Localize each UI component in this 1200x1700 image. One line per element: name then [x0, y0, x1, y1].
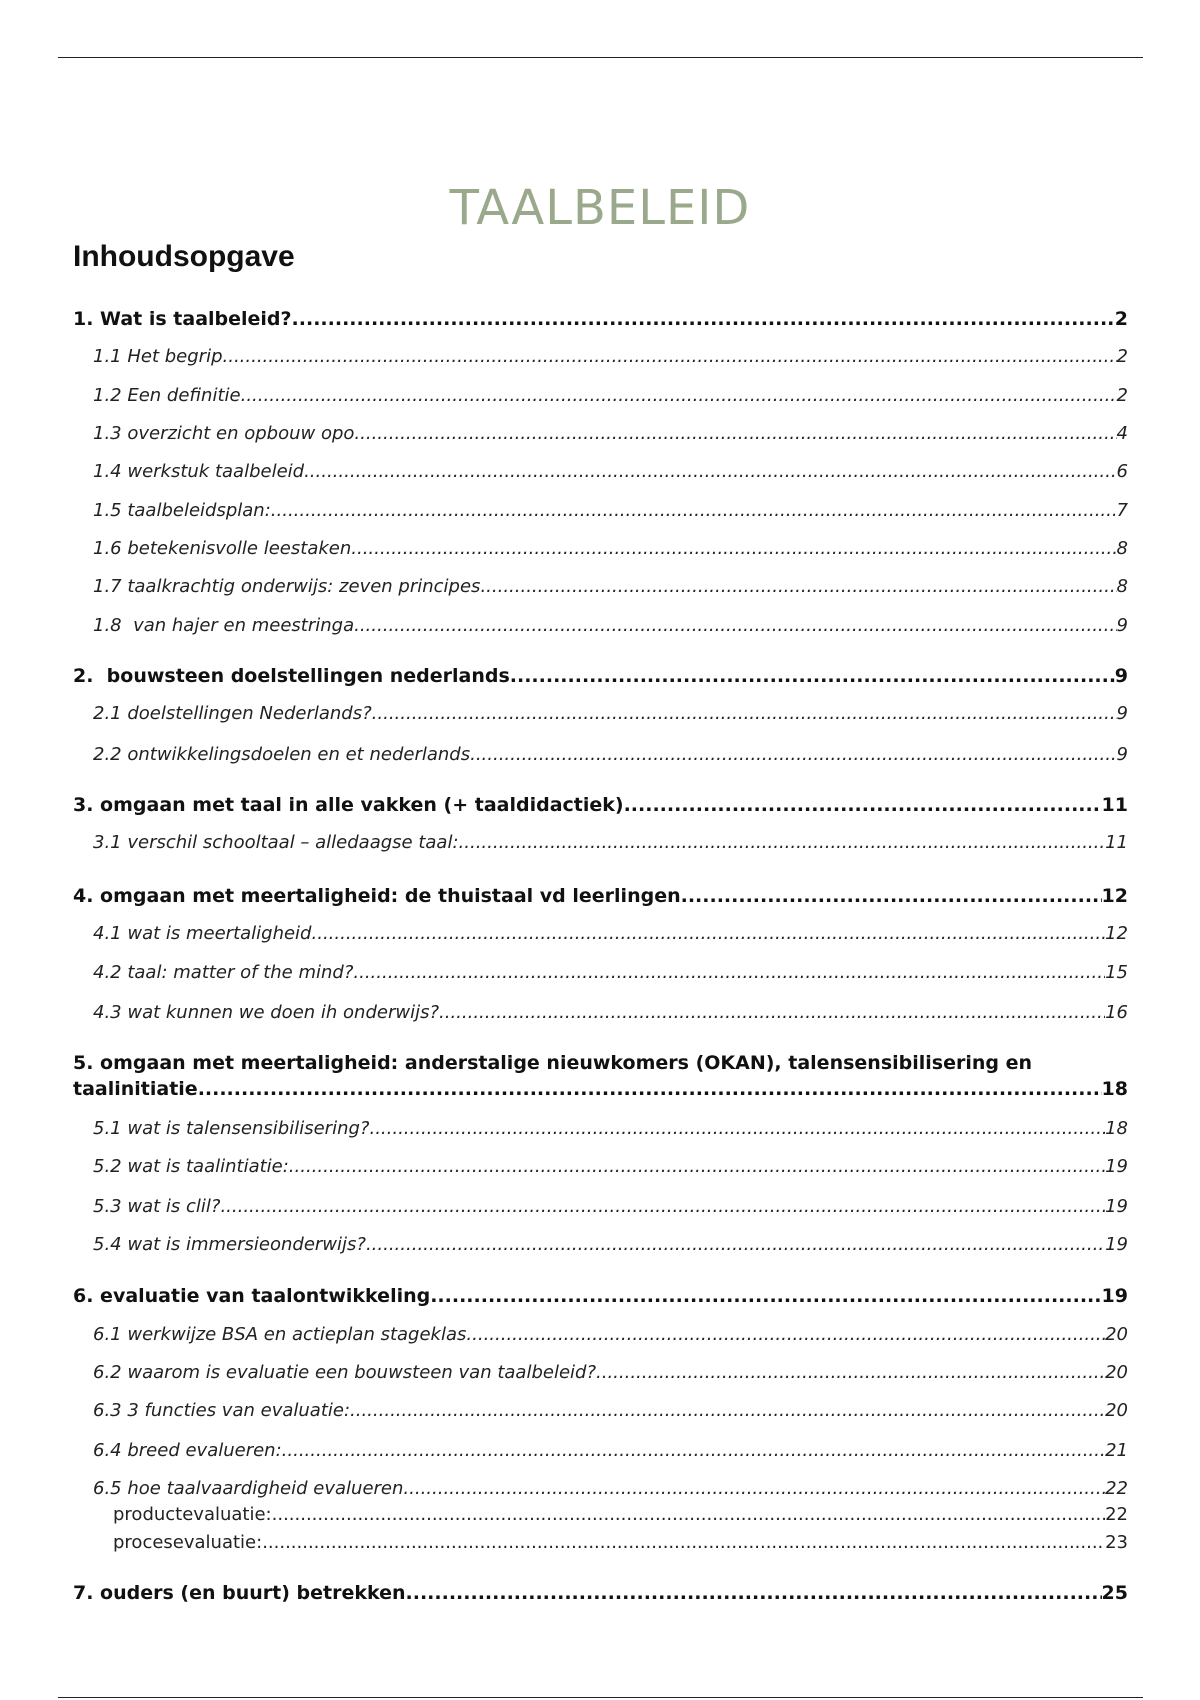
bottom-rule — [58, 1697, 1143, 1698]
toc-entry-4-1[interactable]: 4.1 wat is meertaligheid ..... 12 — [73, 921, 1128, 947]
toc-entry-3[interactable]: 3. omgaan met taal in alle vakken (+ taaldidactiek) ..... 11 — [73, 792, 1128, 818]
toc-entry-1-5[interactable]: 1.5 taalbeleidsplan: ..... 7 — [73, 498, 1128, 524]
toc-entry-1-3[interactable]: 1.3 overzicht en opbouw opo ..... 4 — [73, 421, 1128, 447]
toc-entry-1-4[interactable]: 1.4 werkstuk taalbeleid ..... 6 — [73, 459, 1128, 485]
toc-entry-6[interactable]: 6. evaluatie van taalontwikkeling ..... 19 — [73, 1283, 1128, 1309]
toc-entry-1-1[interactable]: 1.1 Het begrip ..... 2 — [73, 344, 1128, 370]
toc-entry-1-7[interactable]: 1.7 taalkrachtig onderwijs: zeven principes ..... 8 — [73, 574, 1128, 600]
toc-entry-4-2[interactable]: 4.2 taal: matter of the mind? ..... 15 — [73, 960, 1128, 986]
toc-entry-5[interactable]: 5. omgaan met meertaligheid: anderstalige nieuwkomers (OKAN), talensensibilisering en taalinitiatie ..... 18 — [73, 1050, 1128, 1102]
toc-entry-1-8[interactable]: 1.8 van hajer en meestringa ..... 9 — [73, 613, 1128, 639]
toc-entry-2-1[interactable]: 2.1 doelstellingen Nederlands? ..... 9 — [73, 701, 1128, 727]
toc-entry-6-5-procesevaluatie[interactable]: procesevaluatie: ..... 23 — [73, 1530, 1128, 1556]
document-title: TAALBELEID — [449, 180, 751, 237]
toc-entry-1-2[interactable]: 1.2 Een definitie ..... 2 — [73, 383, 1128, 409]
toc-entry-6-5-productevaluatie[interactable]: productevaluatie: ..... 22 — [73, 1502, 1128, 1528]
toc-entry-5-1[interactable]: 5.1 wat is talensensibilisering? ..... 18 — [73, 1116, 1128, 1142]
toc-entry-5-2[interactable]: 5.2 wat is taalintiatie: ..... 19 — [73, 1154, 1128, 1180]
toc-entry-4[interactable]: 4. omgaan met meertaligheid: de thuistaal vd leerlingen ..... 12 — [73, 883, 1128, 909]
toc-entry-6-4[interactable]: 6.4 breed evalueren: ..... 21 — [73, 1438, 1128, 1464]
toc-entry-5-3[interactable]: 5.3 wat is clil? ..... 19 — [73, 1194, 1128, 1220]
toc-entry-2[interactable]: 2. bouwsteen doelstellingen nederlands ..... 9 — [73, 663, 1128, 689]
toc-entry-4-3[interactable]: 4.3 wat kunnen we doen ih onderwijs? ..... 16 — [73, 1000, 1128, 1026]
toc-heading: Inhoudsopgave — [73, 240, 295, 273]
toc-entry-3-1[interactable]: 3.1 verschil schooltaal – alledaagse taal: ..... 11 — [73, 830, 1128, 856]
toc-entry-6-5[interactable]: 6.5 hoe taalvaardigheid evalueren ..... 22 — [73, 1476, 1128, 1502]
toc-entry-2-2[interactable]: 2.2 ontwikkelingsdoelen en et nederlands ..... 9 — [73, 742, 1128, 768]
toc-entry-1-6[interactable]: 1.6 betekenisvolle leestaken ..... 8 — [73, 536, 1128, 562]
toc-entry-1[interactable]: 1. Wat is taalbeleid? ..... 2 — [73, 306, 1128, 332]
toc-entry-6-2[interactable]: 6.2 waarom is evaluatie een bouwsteen van taalbeleid? ..... 20 — [73, 1360, 1128, 1386]
top-rule — [58, 57, 1143, 58]
toc-entry-6-1[interactable]: 6.1 werkwijze BSA en actieplan stageklas ..... 20 — [73, 1322, 1128, 1348]
toc-entry-5-4[interactable]: 5.4 wat is immersieonderwijs? ..... 19 — [73, 1232, 1128, 1258]
toc-entry-6-3[interactable]: 6.3 3 functies van evaluatie: ..... 20 — [73, 1398, 1128, 1424]
toc-entry-7[interactable]: 7. ouders (en buurt) betrekken ..... 25 — [73, 1580, 1128, 1606]
